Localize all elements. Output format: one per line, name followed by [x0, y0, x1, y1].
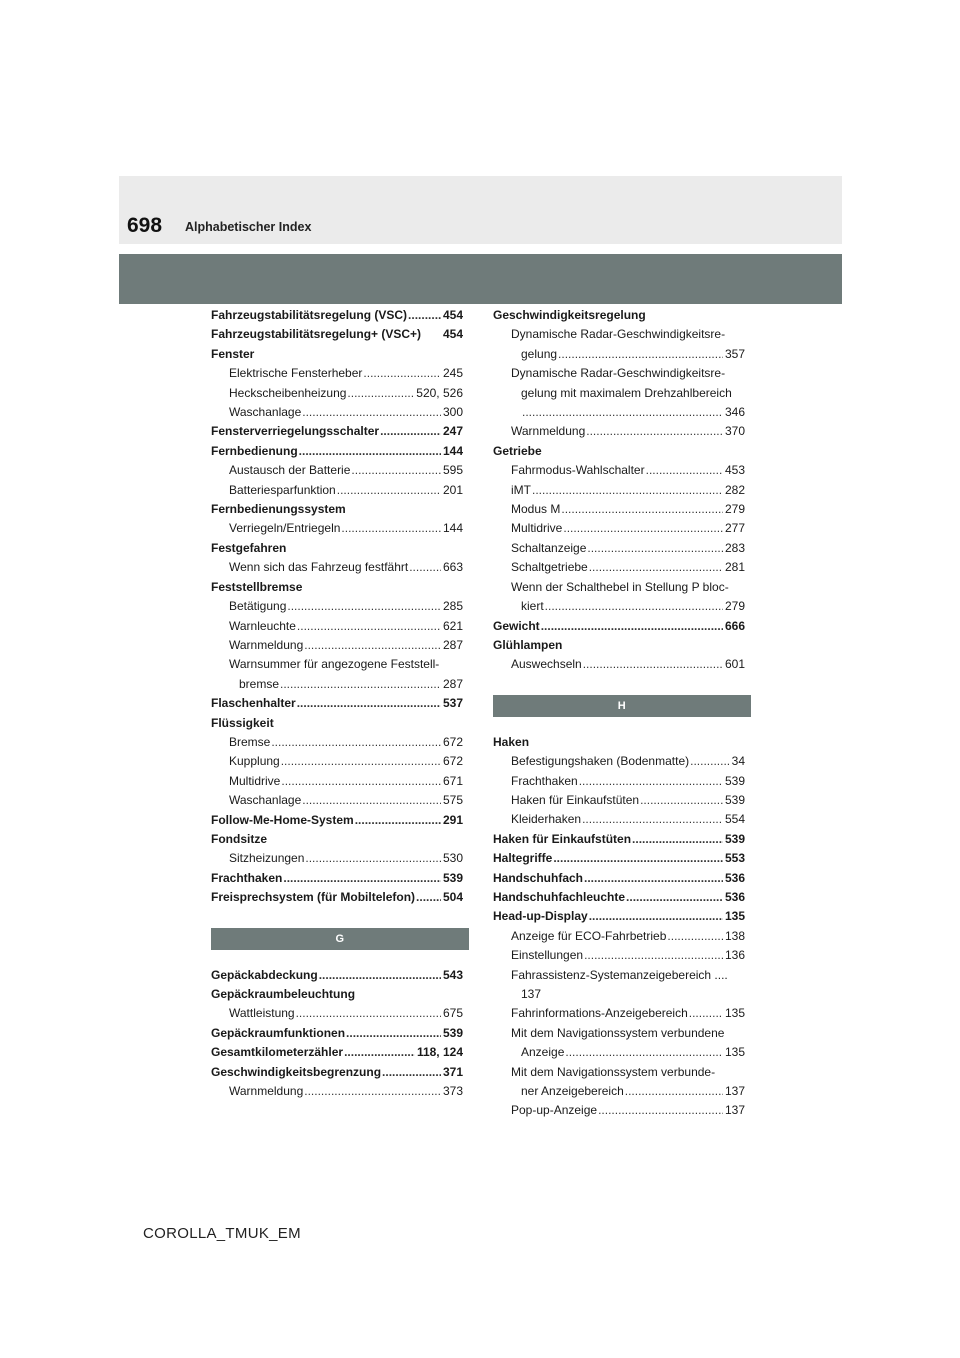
index-subentry — [211, 403, 463, 422]
entry-term: Heckscheibenheizung — [229, 385, 347, 400]
index-subentry — [493, 422, 745, 441]
page-title: Alphabetischer Index — [185, 220, 312, 234]
entry-page: 281 — [724, 560, 745, 575]
dot-leader — [689, 1004, 723, 1023]
index-subentry — [493, 1063, 745, 1082]
dot-leader — [380, 422, 441, 441]
entry-page: 357 — [724, 346, 745, 361]
entry-term: Flaschenhalter — [211, 696, 296, 711]
entry-page: 137 — [724, 1084, 745, 1099]
index-subentry — [211, 772, 463, 791]
index-subentry — [493, 364, 745, 383]
index-entry — [211, 869, 463, 888]
entry-page: 136 — [724, 948, 745, 963]
dot-leader — [522, 403, 723, 422]
entry-page: 530 — [442, 851, 463, 866]
index-subentry — [493, 1082, 745, 1101]
index-entry — [211, 694, 463, 713]
dot-leader — [667, 927, 723, 946]
entry-term: Frachthaken — [511, 773, 578, 788]
index-subentry — [493, 791, 745, 810]
dot-leader — [586, 422, 723, 441]
entry-page: 454 — [442, 308, 463, 322]
entry-term: Gewicht — [493, 618, 540, 633]
entry-term: Batteriesparfunktion — [229, 482, 336, 497]
entry-page: 663 — [442, 560, 463, 575]
dot-leader — [302, 403, 441, 422]
entry-term: Warnleuchte — [229, 618, 296, 633]
entry-page: 118, 124 — [416, 1045, 463, 1060]
index-subentry — [493, 927, 745, 946]
entry-term: bremse — [239, 676, 280, 691]
entry-page: 536 — [724, 870, 745, 885]
entry-term: 137 — [521, 987, 542, 1001]
entry-page: 138 — [724, 928, 745, 943]
entry-page: 282 — [724, 482, 745, 497]
dot-leader — [283, 869, 441, 888]
entry-term: Geschwindigkeitsregelung — [493, 308, 646, 322]
entry-page: 346 — [724, 405, 745, 420]
index-subentry — [493, 1004, 745, 1023]
index-subentry — [211, 1004, 463, 1023]
index-subentry — [493, 325, 745, 344]
index-subentry — [211, 733, 463, 752]
dot-leader — [409, 558, 441, 577]
index-subentry — [211, 636, 463, 655]
index-subentry — [211, 558, 463, 577]
entry-term: Gepäckabdeckung — [211, 967, 318, 982]
index-entry — [493, 442, 745, 461]
index-entry — [211, 578, 463, 597]
index-subentry — [211, 364, 463, 383]
entry-term: Fondsitze — [211, 831, 267, 846]
dot-leader — [299, 442, 441, 461]
dot-leader — [565, 1043, 723, 1062]
dot-leader — [563, 519, 723, 538]
entry-term: Fahrzeugstabilitätsregelung+ (VSC+) — [211, 327, 422, 342]
entry-term: Betätigung — [229, 599, 287, 614]
dot-leader — [589, 907, 723, 926]
entry-page: 283 — [724, 540, 745, 555]
entry-term: Fernbedienungssystem — [211, 502, 346, 517]
index-column-left — [211, 306, 463, 1101]
dot-leader — [582, 810, 723, 829]
entry-term: Schaltgetriebe — [511, 560, 588, 575]
index-subentry — [493, 597, 745, 616]
entry-page: 539 — [724, 792, 745, 807]
index-subentry — [493, 810, 745, 829]
index-subentry — [493, 946, 745, 965]
section-spacer — [493, 675, 745, 695]
entry-page: 575 — [442, 793, 463, 808]
entry-term: Elektrische Fensterheber — [229, 366, 363, 381]
entry-term: Fahrinformations-Anzeigebereich — [511, 1006, 688, 1021]
entry-term: Wattleistung — [229, 1006, 295, 1021]
index-subentry — [211, 597, 463, 616]
entry-term: Warnmeldung — [229, 1084, 304, 1099]
dot-leader — [304, 636, 441, 655]
entry-term: Flüssigkeit — [211, 715, 274, 730]
index-entry — [493, 907, 745, 926]
dot-leader — [296, 1004, 441, 1023]
index-subentry — [493, 500, 745, 519]
entry-term: Sitzheizungen — [229, 851, 305, 866]
index-subentry — [493, 985, 745, 1004]
entry-term: Befestigungshaken (Bodenmatte) — [511, 754, 690, 769]
index-subentry — [493, 519, 745, 538]
index-entry — [211, 1043, 463, 1062]
entry-page: 247 — [442, 424, 463, 439]
dot-leader — [584, 946, 723, 965]
entry-term: Haken — [493, 734, 530, 749]
entry-term: Warnmeldung — [511, 424, 586, 439]
entry-term: Kupplung — [229, 754, 280, 769]
entry-page: 287 — [442, 676, 463, 691]
entry-term: Modus M — [511, 502, 561, 517]
index-subentry — [493, 655, 745, 674]
index-entry — [211, 830, 463, 849]
index-subentry — [211, 481, 463, 500]
entry-term: Einstellungen — [511, 948, 584, 963]
entry-page: 539 — [724, 831, 745, 846]
dot-leader — [561, 500, 723, 519]
entry-page: 373 — [442, 1084, 463, 1099]
dot-leader — [346, 1024, 441, 1043]
entry-page: 543 — [442, 967, 463, 982]
index-entry — [493, 617, 745, 636]
dot-leader — [646, 461, 723, 480]
entry-page: 245 — [442, 366, 463, 381]
index-entry — [211, 811, 463, 830]
entry-page: 144 — [442, 443, 463, 458]
index-entry — [211, 1024, 463, 1043]
entry-page: 135 — [724, 1045, 745, 1060]
dot-leader — [347, 384, 414, 403]
index-entry — [493, 306, 745, 325]
dot-leader — [532, 481, 723, 500]
index-entry — [211, 888, 463, 907]
entry-term: Fahrzeugstabilitätsregelung (VSC) — [211, 308, 408, 322]
entry-term: Getriebe — [493, 443, 542, 458]
dot-leader — [558, 345, 723, 364]
index-column-right — [493, 306, 745, 1121]
dot-leader — [297, 617, 441, 636]
entry-page: 621 — [442, 618, 463, 633]
entry-page: 277 — [724, 521, 745, 536]
dot-leader — [598, 1101, 723, 1120]
index-subentry — [493, 384, 745, 403]
index-subentry — [493, 966, 745, 985]
entry-term: Follow-Me-Home-System — [211, 812, 354, 827]
entry-page: 675 — [442, 1006, 463, 1021]
index-entry — [493, 733, 745, 752]
index-entry — [211, 325, 463, 344]
entry-term: Mit dem Navigationssystem verbundene — [511, 1025, 725, 1040]
dot-leader — [541, 617, 723, 636]
index-entry — [211, 985, 463, 1004]
index-subentry — [493, 752, 745, 771]
index-entry — [211, 539, 463, 558]
entry-term: Anzeige — [521, 1045, 565, 1060]
entry-term: iMT — [511, 482, 531, 497]
entry-page: 287 — [442, 637, 463, 652]
dot-leader — [408, 306, 441, 325]
section-heading: G — [211, 928, 469, 950]
entry-page: 520, 526 — [416, 385, 463, 400]
entry-term: Haken für Einkaufstüten — [493, 831, 632, 846]
entry-term: Warnmeldung — [229, 637, 304, 652]
index-subentry — [493, 578, 745, 597]
index-subentry — [211, 752, 463, 771]
index-subentry — [493, 558, 745, 577]
entry-term: Dynamische Radar-Geschwindigkeitsre- — [511, 327, 726, 342]
header-bar — [119, 254, 842, 304]
dot-leader — [337, 481, 441, 500]
dot-leader — [363, 364, 441, 383]
entry-page: 539 — [442, 1025, 463, 1040]
index-subentry — [211, 519, 463, 538]
dot-leader — [281, 772, 441, 791]
entry-term: Fahrmodus-Wahlschalter — [511, 463, 645, 478]
dot-leader — [626, 888, 723, 907]
entry-term: Haken für Einkaufstüten — [511, 792, 640, 807]
dot-leader — [341, 519, 441, 538]
dot-leader — [690, 752, 730, 771]
dot-leader — [587, 539, 723, 558]
index-subentry — [493, 461, 745, 480]
entry-term: Haltegriffe — [493, 851, 553, 866]
index-subentry — [493, 1101, 745, 1120]
entry-page: 201 — [442, 482, 463, 497]
index-entry — [211, 422, 463, 441]
entry-term: Verriegeln/Entriegeln — [229, 521, 341, 536]
entry-term: Warnsummer für angezogene Feststell- — [229, 657, 440, 672]
dot-leader — [281, 752, 441, 771]
index-entry — [211, 966, 463, 985]
index-subentry — [211, 849, 463, 868]
index-entry — [493, 849, 745, 868]
index-entry — [211, 442, 463, 461]
entry-term: Fernbedienung — [211, 443, 298, 458]
entry-page: 595 — [442, 463, 463, 478]
entry-page: 537 — [442, 696, 463, 711]
entry-page: 536 — [724, 889, 745, 904]
entry-page: 539 — [442, 870, 463, 885]
index-subentry — [211, 384, 463, 403]
entry-page: 285 — [442, 599, 463, 614]
index-entry — [211, 1063, 463, 1082]
entry-term: Gepäckraumbeleuchtung — [211, 987, 356, 1001]
entry-page: 666 — [724, 618, 745, 633]
page-number: 698 — [127, 214, 163, 237]
entry-page: 291 — [442, 812, 463, 827]
entry-page: 371 — [442, 1064, 463, 1079]
entry-term: Fahrassistenz-Systemanzeigebereich .... — [511, 967, 728, 982]
entry-term: Austausch der Batterie — [229, 463, 351, 478]
index-subentry — [493, 345, 745, 364]
index-subentry — [493, 1043, 745, 1062]
index-subentry — [493, 772, 745, 791]
dot-leader — [640, 791, 723, 810]
dot-leader — [305, 849, 441, 868]
entry-term: Waschanlage — [229, 793, 302, 808]
entry-term: Wenn der Schalthebel in Stellung P bloc- — [511, 579, 729, 594]
index-entry — [211, 306, 463, 325]
dot-leader — [584, 869, 723, 888]
entry-page: 279 — [724, 502, 745, 517]
entry-term: gelung — [521, 346, 558, 361]
index-subentry — [211, 655, 463, 674]
dot-leader — [355, 811, 441, 830]
entry-term: Glühlampen — [493, 637, 563, 652]
index-subentry — [211, 1082, 463, 1101]
index-entry — [211, 345, 463, 364]
entry-page: 601 — [724, 657, 745, 672]
entry-term: Pop-up-Anzeige — [511, 1103, 598, 1118]
section-spacer — [211, 950, 463, 966]
index-subentry — [211, 461, 463, 480]
entry-term: Gesamtkilometerzähler — [211, 1045, 344, 1060]
entry-term: Head-up-Display — [493, 909, 588, 924]
entry-page: 453 — [724, 463, 745, 478]
dot-leader — [589, 558, 723, 577]
entry-page: 553 — [724, 851, 745, 866]
index-subentry — [493, 481, 745, 500]
entry-term: Multidrive — [229, 773, 281, 788]
entry-term: Gepäckraumfunktionen — [211, 1025, 346, 1040]
entry-page: 672 — [442, 734, 463, 749]
index-entry — [493, 636, 745, 655]
dot-leader — [351, 461, 441, 480]
dot-leader — [416, 888, 441, 907]
index-entry — [493, 888, 745, 907]
entry-term: Kleiderhaken — [511, 812, 582, 827]
dot-leader — [302, 791, 441, 810]
entry-term: ner Anzeigebereich — [521, 1084, 624, 1099]
entry-page: 671 — [442, 773, 463, 788]
entry-page: 504 — [442, 890, 463, 905]
section-spacer — [493, 717, 745, 733]
dot-leader — [382, 1063, 441, 1082]
dot-leader — [625, 1082, 723, 1101]
dot-leader — [583, 655, 723, 674]
dot-leader — [287, 597, 441, 616]
entry-page: 135 — [724, 1006, 745, 1021]
entry-term: Anzeige für ECO-Fahrbetrieb — [511, 928, 667, 943]
entry-term: Feststellbremse — [211, 579, 303, 594]
footer-code: COROLLA_TMUK_EM — [143, 1225, 301, 1242]
section-spacer — [211, 908, 463, 928]
index-subentry — [493, 1024, 745, 1043]
index-subentry — [211, 675, 463, 694]
entry-term: kiert — [521, 599, 544, 614]
entry-term: Schaltanzeige — [511, 540, 587, 555]
entry-term: Multidrive — [511, 521, 563, 536]
dot-leader — [319, 966, 441, 985]
entry-page: 34 — [731, 754, 745, 769]
dot-leader — [271, 733, 441, 752]
entry-term: Dynamische Radar-Geschwindigkeitsre- — [511, 366, 726, 381]
index-entry — [493, 869, 745, 888]
entry-page: 539 — [724, 773, 745, 788]
entry-term: Waschanlage — [229, 405, 302, 420]
dot-leader — [553, 849, 723, 868]
entry-page: 300 — [442, 405, 463, 420]
entry-term: Mit dem Navigationssystem verbunde- — [511, 1064, 716, 1079]
entry-term: Frachthaken — [211, 870, 283, 885]
entry-term: Wenn sich das Fahrzeug festfährt — [229, 560, 409, 575]
entry-term: Festgefahren — [211, 540, 287, 555]
entry-term: gelung mit maximalem Drehzahlbereich — [521, 385, 732, 400]
entry-term: Auswechseln — [511, 657, 582, 672]
index-subentry — [211, 791, 463, 810]
entry-term: Fenster — [211, 346, 255, 361]
section-heading: H — [493, 695, 751, 717]
dot-leader — [632, 830, 723, 849]
entry-page: 554 — [724, 812, 745, 827]
entry-page: 279 — [724, 599, 745, 614]
entry-page: 144 — [442, 521, 463, 536]
index-entry — [211, 500, 463, 519]
entry-term: Handschuhfachleuchte — [493, 889, 626, 904]
index-entry — [211, 714, 463, 733]
entry-term: Geschwindigkeitsbegrenzung — [211, 1064, 382, 1079]
entry-page: 370 — [724, 424, 745, 439]
entry-page: 672 — [442, 754, 463, 769]
index-subentry — [493, 403, 745, 422]
entry-term: Freisprechsystem (für Mobiltelefon) — [211, 890, 416, 905]
entry-page: 135 — [724, 909, 745, 924]
entry-term: Handschuhfach — [493, 870, 584, 885]
dot-leader — [297, 694, 441, 713]
dot-leader — [280, 675, 441, 694]
dot-leader — [344, 1043, 415, 1062]
entry-page: 454 — [442, 327, 463, 342]
dot-leader — [304, 1082, 441, 1101]
index-subentry — [211, 617, 463, 636]
index-subentry — [493, 539, 745, 558]
entry-term: Fensterverriegelungsschalter — [211, 424, 380, 439]
dot-leader — [579, 772, 723, 791]
dot-leader — [545, 597, 723, 616]
entry-term: Bremse — [229, 734, 271, 749]
entry-page: 137 — [724, 1103, 745, 1118]
index-entry — [493, 830, 745, 849]
